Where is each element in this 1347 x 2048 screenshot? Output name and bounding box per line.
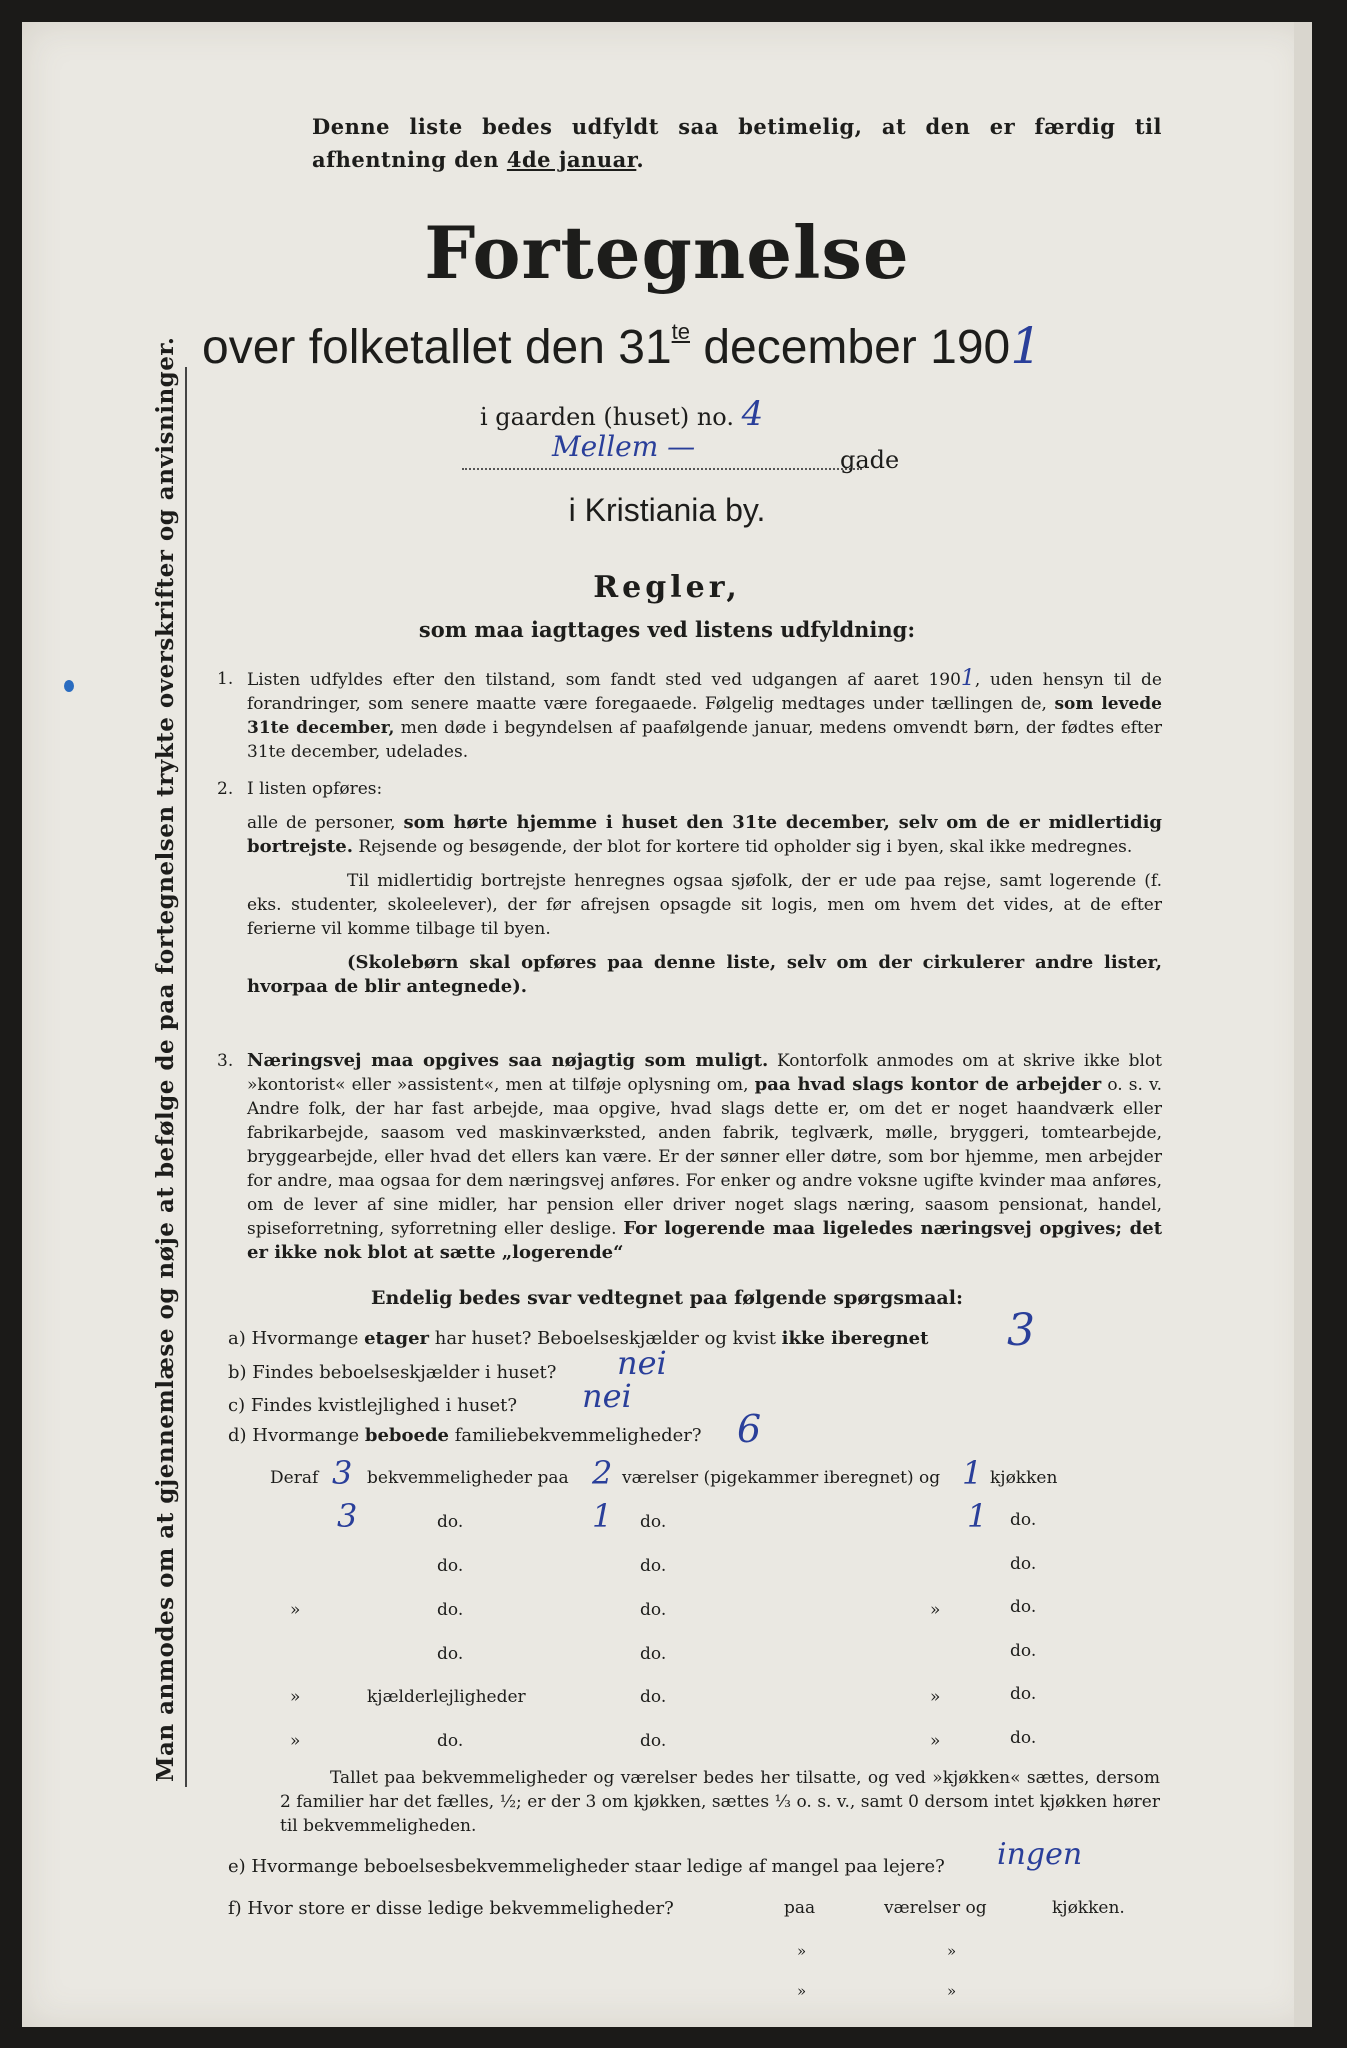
pickup-notice: Denne liste bedes udfyldt saa betimelig, at den er færdig til afhentning den 4de januar. [312, 114, 1162, 172]
year-handwritten: 1 [1010, 317, 1043, 375]
question-f: f) Hvor store er disse ledige bekvemmeligheder? [228, 1898, 674, 1919]
question-e: e) Hvormange beboelsesbekvemmeligheder staar ledige af mangel paa lejere? [228, 1856, 945, 1877]
question-a: a) Hvormange etager har huset? Beboelseskjælder og kvist ikke iberegnet [228, 1328, 929, 1349]
answer-b: nei [617, 1344, 667, 1382]
question-d: d) Hvormange beboede familiebekvemmeligheder? [228, 1425, 702, 1446]
gade-label: gade [840, 446, 900, 474]
side-instruction: Man anmodes om at gjennemlæse og nøje at befølge de paa fortegnelsen trykte overskrifter og anvisninger. [152, 336, 179, 1782]
page-subtitle: over folketallet den $31^{te}$ december 1901 [202, 317, 1043, 375]
page-title: Fortegnelse [424, 210, 910, 295]
answer-d: 6 [737, 1407, 762, 1451]
answer-c: nei [582, 1377, 632, 1415]
answer-a: 3 [1007, 1305, 1035, 1356]
form-page: Man anmodes om at gjennemlæse og nøje at befølge de paa fortegnelsen trykte overskrifter og anvisninger. Denne liste bedes udfyldt saa betimelig, at den er færdig til afhentning den 4de januar. Fortegnelse over folketallet den $31^{te}$ december 1901 i gaarden (huset) no. 4 Mellem — gade i Kristiania by. Regler, som maa iagttages ved listens udfyldning: 1. Listen udfyldes efter den tilstand, som fandt sted ved udgangen af aaret 1901, uden hensyn til de forandringer, som senere maatte være foregaaede. Følgelig medtages under tællingen de, som levede 31te december, men døde i begyndelsen af paafølgende januar, medens omvendt børn, der fødtes efter 31te december, udelades. 2. I listen opføres: alle de personer, som hørte hjemme i huset den 31te december, selv om de er midlertidig bortrejste. Rejsende og besøgende, der blot for kortere tid opholder sig i byen, skal ikke medregnes. Til midlertidig bortrejste henregnes ogsaa sjøfolk, der er ude paa rejse, samt logerende (f. eks. studenter, skoleelever), der før afrejsen opsagde sit logis, men om hvem det vides, at de efter ferierne vil komme tilbage til byen. (Skolebørn skal opføres paa denne liste, selv om der cirkulerer andre lister, hvorpaa de blir antegnede). 3. Næringsvej maa opgives saa nøjagtig som muligt. Kontorfolk anmodes om at skrive ikke blot »kontorist« eller »assistent«, men at tilføje oplysning om, paa hvad slags kontor de arbejder o. s. v. Andre folk, der har fast arbejde, maa opgive, hvad slags dette er, om det er noget haandværk eller fabrikarbejde, saasom ved maskinværksted, anden fabrik, teglværk, mølle, bryggeri, tomtearbejde, bryggearbejde, eller hvad det ellers kan være. Er der sønner eller døtre, som bor hjemme, men arbejder for andre, maa ogsaa for dem næringsvej anføres. For enker og andre voksne ugifte kvinder maa anføres, om de lever af sine midler, har pension eller driver noget slags næring, saasom pensionat, handel, spiseforretning, syforretning eller deslige. For logerende maa ligeledes næringsvej opgives; det er ikke nok blot at sætte „logerende“ Endelig bedes svar vedtegnet paa følgende spørgsmaal: a) Hvormange etager har huset? Beboelseskjælder og kvist ikke iberegnet 3 b) Findes beboelseskjælder i huset? nei c) Findes kvistlejlighed i huset? nei d) Hvormange beboede familiebekvemmeligheder? 6 Deraf 3 bekvemmeligheder paa 2 værelser (pigekammer iberegnet) og 1 kjøkken 3 do. 1 do. 1 do. do. do. do. » do. do. » do. do. do. do. » kjælderlejligheder do. » do. » do. do. » do. Tallet paa bekvemmeligheder og værelser bedes her tilsatte, og ved »kjøkken« sættes, dersom 2 familier har det fælles, ½; er der 3 om kjøkken, sættes ⅓ o. s. v., samt 0 dersom intet kjøkken hører til bekvemmeligheden. e) Hvormange beboelsesbekvemmeligheder staar ledige af mangel paa lejere? ingen f) Hvor store er disse ledige bekvemmeligheder? paa værelser og kjøkken. » » » » [22, 22, 1312, 2027]
street-handwritten: Mellem — [552, 430, 696, 463]
rule-3: 3. Næringsvej maa opgives saa nøjagtig som muligt. Kontorfolk anmodes om at skrive ikke blot »kontorist« eller »assistent«, men at tilføje oplysning om, paa hvad slags kontor de arbejder o. s. v. Andre folk, der har fast arbejde, maa opgive, hvad slags dette er, om det er noget haandværk eller fabrikarbejde, saasom ved maskinværksted, anden fabrik, teglværk, mølle, bryggeri, tomtearbejde, bryggearbejde, eller hvad det ellers kan være. Er der sønner eller døtre, som bor hjemme, men arbejder for andre, maa ogsaa for dem næringsvej anføres. For enker og andre voksne ugifte kvinder maa anføres, om de lever af sine midler, har pension eller driver noget slags næring, saasom pensionat, handel, spiseforretning, syforretning eller deslige. For logerende maa ligeledes næringsvej opgives; det er ikke nok blot at sætte „logerende“ [217, 1050, 1163, 1263]
rule-2: 2. I listen opføres: alle de personer, som hørte hjemme i huset den 31te december, selv om de er midlertidig bortrejste. Rejsende og besøgende, der blot for kortere tid opholder sig i byen, skal ikke medregnes. Til midlertidig bortrejste henregnes ogsaa sjøfolk, der er ude paa rejse, samt logerende (f. eks. studenter, skoleelever), der før afrejsen opsagde sit logis, men om hvem det vides, at de efter ferierne vil komme tilbage til byen. (Skolebørn skal opføres paa denne liste, selv om der cirkulerer andre lister, hvorpaa de blir antegnede). [217, 779, 1163, 997]
rules-heading: Regler, [593, 570, 741, 605]
answer-e: ingen [997, 1837, 1083, 1872]
street-line [462, 430, 862, 470]
house-number-handwritten: 4 [741, 394, 764, 434]
ink-blot [64, 680, 74, 692]
table-note: Tallet paa bekvemmeligheder og værelser bedes her tilsatte, og ved »kjøkken« sættes, dersom 2 familier har det fælles, ½; er der 3 om kjøkken, sættes ⅓ o. s. v., samt 0 dersom intet kjøkken hører til bekvemmeligheden. [280, 1768, 1160, 1836]
question-b: b) Findes beboelseskjælder i huset? [228, 1362, 557, 1383]
question-c: c) Findes kvistlejlighed i huset? [228, 1395, 518, 1416]
questions-heading: Endelig bedes svar vedtegnet paa følgende spørgsmaal: [371, 1287, 963, 1309]
city-line: i Kristiania by. [568, 492, 766, 528]
rules-subheading: som maa iagttages ved listens udfyldning: [418, 617, 916, 642]
rule-1: 1. Listen udfyldes efter den tilstand, som fandt sted ved udgangen af aaret 1901, uden hensyn til de forandringer, som senere maatte være foregaaede. Følgelig medtages under tællingen de, som levede 31te december, men døde i begyndelsen af paafølgende januar, medens omvendt børn, der fødtes efter 31te december, udelades. [217, 666, 1162, 762]
house-number-line: i gaarden (huset) no. 4 [480, 394, 764, 434]
pickup-date: 4de januar [506, 147, 637, 172]
